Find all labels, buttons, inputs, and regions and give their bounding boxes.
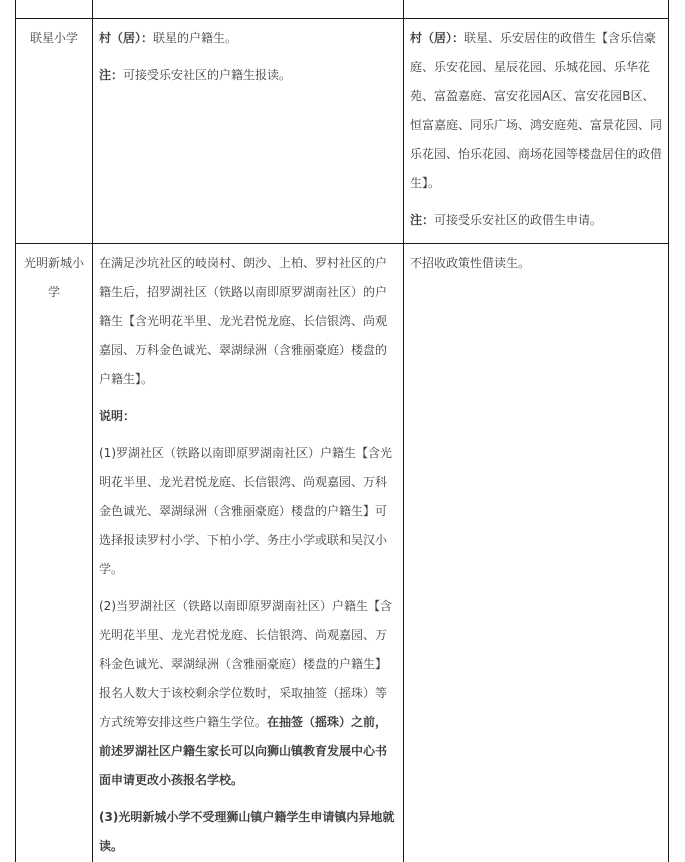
paragraph [99,592,397,795]
bold-text-segment: 村（居）： [99,31,154,45]
text-segment: (2)当罗湖社区（铁路以南即原罗湖南社区）户籍生【含光明花半里、龙光君悦龙庭、长信银湾、尚观嘉园、万科金色诚光、翠湖绿洲（含雅丽豪庭）楼盘的户籍生】报名人数大于该校剩余学位数时，采取抽签（摇珠）等方式统筹安排这些户籍生学位。 [99,599,393,729]
text-segment: 不招收政策性借读生。 [410,256,531,270]
bold-text-segment: 注： [99,68,124,82]
text-segment: 可接受乐安社区的政借生申请。 [434,213,603,227]
paragraph [99,402,397,431]
school-name-label: 联星小学 [29,31,78,45]
registered-students-text [99,24,397,90]
paragraph [99,439,397,584]
cell-school-name [16,19,93,244]
text-segment: 联星的户籍生。 [153,31,238,45]
bold-text-segment: 村（居）： [410,31,465,45]
text-segment: (1)罗湖社区（铁路以南即原罗湖南社区）户籍生【含光明花半里、龙光君悦龙庭、长信银湾、尚观嘉园、万科金色诚光、翠湖绿洲（含雅丽豪庭）楼盘的户籍生】可选择报读罗村小学、下柏小学、务庄小学或联和吴汉小学。 [99,446,393,576]
registered-students-text [99,249,397,861]
bold-text-segment: 在抽签（摇珠）之前，前述罗湖社区户籍生家长可以向狮山镇教育发展中心书面申请更改小孩报名学校。 [99,715,388,787]
bold-text-segment: (3)光明新城小学不受理狮山镇户籍学生申请镇内异地就读。 [99,810,395,853]
table-row [16,244,669,862]
paragraph [99,249,397,394]
paragraph [99,24,397,53]
policy-borrow-students-text [410,24,662,235]
text-segment: 在满足沙坑社区的岐岗村、朗沙、上柏、罗村社区的户籍生后，招罗湖社区（铁路以南即原罗湖南社区）的户籍生【含光明花半里、龙光君悦龙庭、长信银湾、尚观嘉园、万科金色诚光、翠湖绿洲（含雅丽豪庭）楼盘的户籍生】。 [99,256,388,386]
table-row [16,19,669,244]
cell-empty [93,0,404,19]
school-name-label: 光明新城小学 [23,256,84,299]
bold-text-segment: 说明： [99,409,136,423]
paragraph [410,24,662,198]
cell-empty [404,0,669,19]
paragraph [410,206,662,235]
bold-text-segment: 注： [410,213,435,227]
cell-empty [16,0,93,19]
cell-policy-borrow-students [404,244,669,862]
paragraph [99,61,397,90]
cell-policy-borrow-students [404,19,669,244]
cell-registered-students [93,19,404,244]
text-segment: 联星、乐安居住的政借生【含乐信豪庭、乐安花园、星辰花园、乐城花园、乐华花苑、富盈嘉庭、富安花园A区、富安花园B区、恒富嘉庭、同乐广场、鸿安庭苑、富景花园、同乐花园、怡乐花园、商场花园等楼盘居住的政借生】。 [410,31,663,190]
paragraph [99,803,397,861]
cell-registered-students [93,244,404,862]
table-row-partial-top [16,0,669,19]
text-segment: 可接受乐安社区的户籍生报读。 [123,68,292,82]
school-enrollment-table [15,0,669,862]
policy-borrow-students-text [410,249,662,278]
paragraph [410,249,662,278]
cell-school-name [16,244,93,862]
